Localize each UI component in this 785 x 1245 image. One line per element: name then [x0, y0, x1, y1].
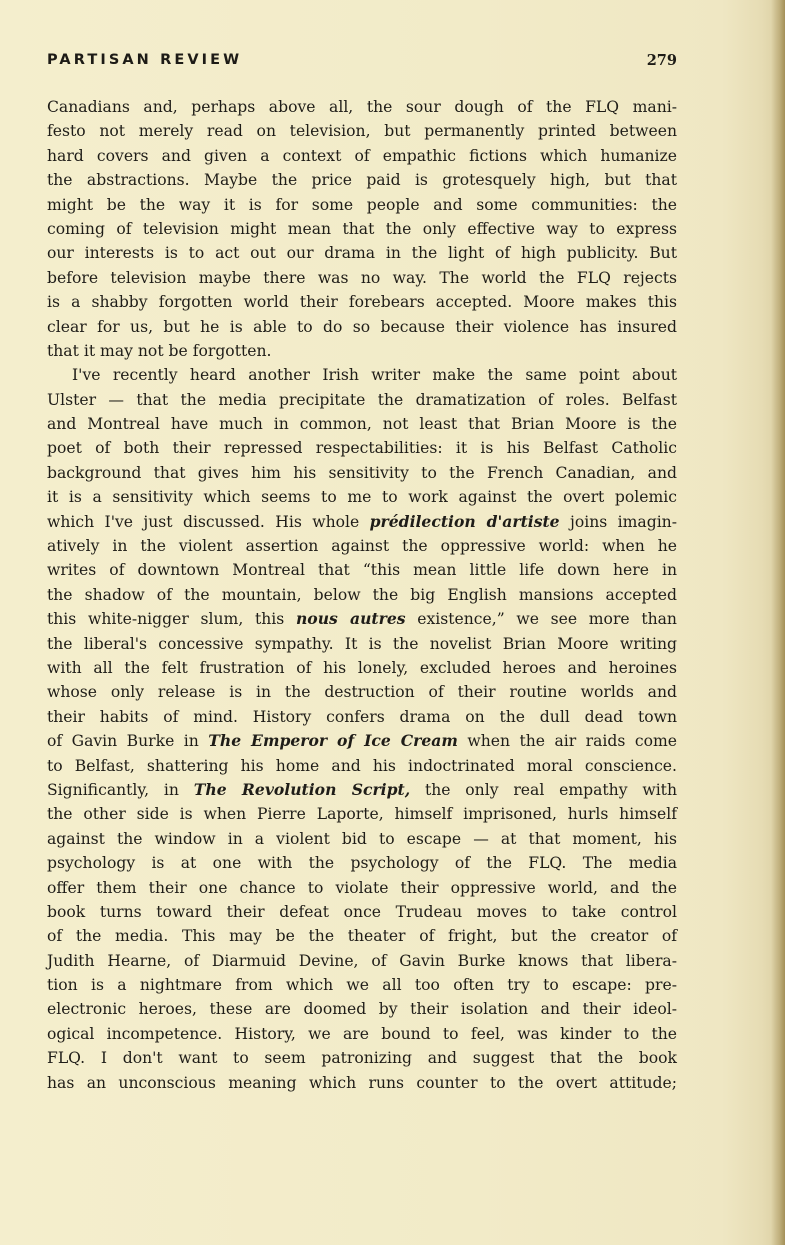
text-line: with all the felt frustration of his lonely, excluded heroes and heroines: [47, 658, 677, 677]
text-line: hard covers and given a context of empathic fictions which humanize: [47, 146, 677, 165]
text-run: the only real empathy with: [410, 780, 677, 799]
text-line: tion is a nightmare from which we all too often try to escape: pre-: [47, 976, 677, 995]
text-line: coming of television might mean that the only effective way to express: [47, 219, 677, 238]
text-run: joins imagin-: [559, 512, 677, 531]
text-line: psychology is at one with the psychology of the FLQ. The media: [47, 854, 677, 873]
text-run: this white-nigger slum, this: [47, 610, 296, 629]
text-line: the liberal's concessive sympathy. It is the novelist Brian Moore writing: [47, 634, 677, 653]
text-line: book turns toward their defeat once Trudeau moves to take control: [47, 902, 677, 921]
paragraph-start-line: I've recently heard another Irish writer make the same point about: [72, 366, 677, 385]
text-line: is a shabby forgotten world their forebears accepted. Moore makes this: [47, 293, 677, 312]
text-line: whose only release is in the destruction of their routine worlds and: [47, 683, 677, 702]
text-line: to Belfast, shattering his home and his indoctrinated moral conscience.: [47, 756, 677, 775]
text-line: Canadians and, perhaps above all, the sour dough of the FLQ mani-: [47, 98, 677, 116]
text-line: and Montreal have much in common, not least that Brian Moore is the: [47, 415, 677, 434]
text-line: [47, 729, 677, 753]
text-line: Ulster — that the media precipitate the dramatization of roles. Belfast: [47, 390, 677, 409]
text-line: FLQ. I don't want to seem patronizing and suggest that the book: [47, 1049, 677, 1068]
text-line: poet of both their repressed respectabilities: it is his Belfast Catholic: [47, 439, 677, 458]
text-line: might be the way it is for some people and some communities: the: [47, 195, 677, 214]
text-line: clear for us, but he is able to do so because their violence has insured: [47, 317, 677, 336]
text-line: their habits of mind. History confers drama on the dull dead town: [47, 707, 677, 726]
text-run: Significantly, in: [47, 780, 194, 799]
text-line: [47, 510, 677, 534]
text-line: has an unconscious meaning which runs counter to the overt attitude;: [47, 1073, 677, 1092]
body-text: [47, 95, 677, 1095]
text-line: offer them their one chance to violate their oppressive world, and the: [47, 878, 677, 897]
text-line: of the media. This may be the theater of fright, but the creator of: [47, 927, 677, 946]
text-line: it is a sensitivity which seems to me to work against the overt polemic: [47, 488, 677, 507]
page-number: 279: [646, 52, 677, 69]
text-line: [47, 607, 677, 631]
text-line: atively in the violent assertion against the oppressive world: when he: [47, 537, 677, 556]
text-run: of Gavin Burke in: [47, 732, 209, 751]
text-run: which I've just discussed. His whole: [47, 512, 370, 531]
text-line: writes of downtown Montreal that “this mean little life down here in: [47, 561, 677, 580]
italic-phrase: nous autres: [295, 609, 406, 629]
paragraph-end-line: that it may not be forgotten.: [47, 341, 272, 360]
book-title: The Emperor of Ice Cream: [208, 731, 458, 751]
text-line: the abstractions. Maybe the price paid is grotesquely high, but that: [47, 171, 677, 190]
text-run: existence,” we see more than: [405, 610, 677, 629]
text-line: festo not merely read on television, but permanently printed between: [47, 122, 677, 141]
text-line: our interests is to act out our drama in the light of high publicity. But: [47, 244, 677, 263]
text-line: [47, 778, 677, 802]
running-head: [47, 52, 677, 76]
book-title: The Revolution Script,: [193, 779, 411, 799]
running-title: PARTISAN REVIEW: [47, 52, 243, 68]
text-line: the shadow of the mountain, below the big English mansions accepted: [47, 585, 677, 604]
text-line: background that gives him his sensitivity to the French Canadian, and: [47, 463, 677, 482]
italic-phrase: prédilection d'artiste: [369, 511, 560, 531]
text-line: ogical incompetence. History, we are bound to feel, was kinder to the: [47, 1024, 677, 1043]
text-line: Judith Hearne, of Diarmuid Devine, of Gavin Burke knows that libera-: [47, 951, 677, 970]
text-line: the other side is when Pierre Laporte, himself imprisoned, hurls himself: [47, 805, 677, 824]
text-line: against the window in a violent bid to escape — at that moment, his: [47, 829, 677, 848]
page-gutter-shadow: [771, 0, 785, 1245]
text-line: before television maybe there was no way. The world the FLQ rejects: [47, 268, 677, 287]
text-run: when the air raids come: [457, 732, 677, 751]
text-line: electronic heroes, these are doomed by their isolation and their ideol-: [47, 1000, 677, 1019]
